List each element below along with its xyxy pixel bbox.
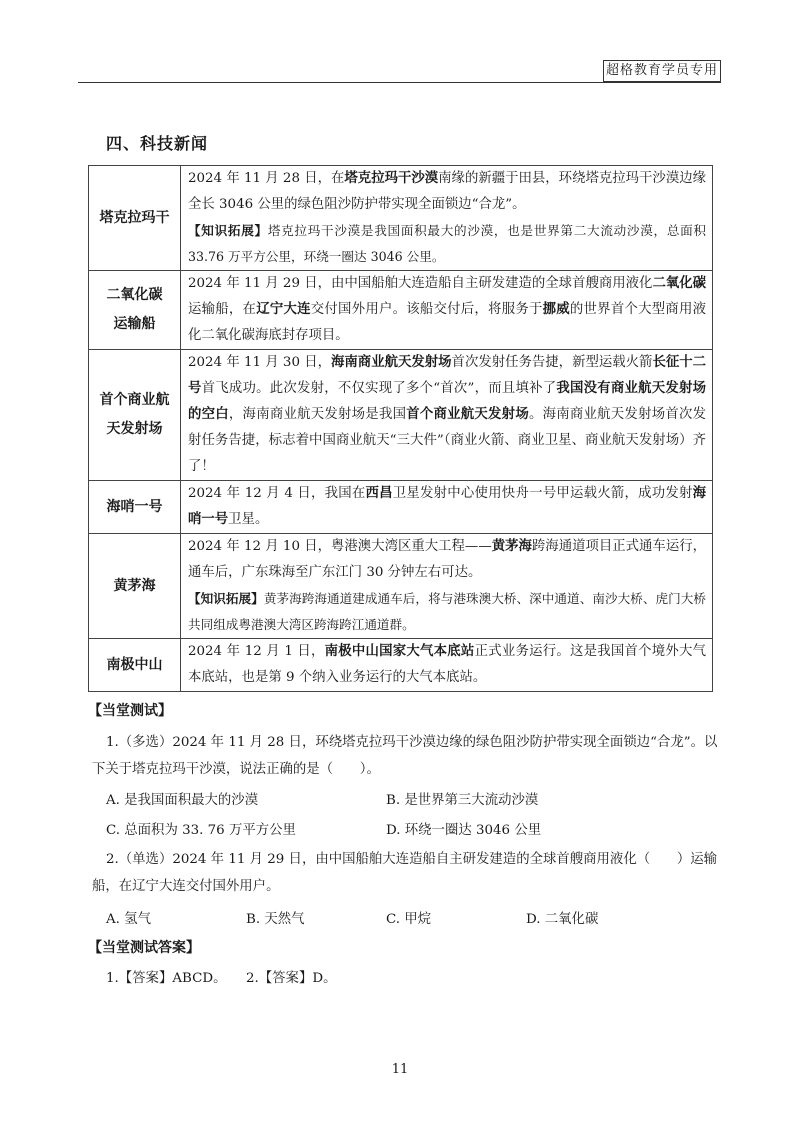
knowledge-extension-text: 黄茅海跨海通道建成通车后，将与港珠澳大桥、深中通道、南沙大桥、虎门大桥共同组成粤港澳大湾区跨海跨江通道群。 [188,591,707,632]
news-table [88,165,713,692]
news-text-segment: 正式业务运行。这是我国首个境外大气本底站，也是第 9 个纳入业务运行的大气本底站。 [188,644,707,685]
q1-option-d: D. 环绕一圈达 3046 公里 [386,823,542,838]
news-content [181,481,713,534]
news-keyword: 海南商业航天发射场 [331,355,452,370]
question-1: 1.（多选）2024 年 11 月 28 日，环绕塔克拉玛干沙漠边缘的绿色阻沙防护带实现全面锁边“合龙”。以下关于塔克拉玛干沙漠，说法正确的是（ ）。 [92,735,718,777]
news-text-segment: 。海南商业航天发射场首次发射任务告捷，标志着中国商业航天“三大件”（商业火箭、商业卫星、商业航天发射场）齐了！ [188,407,707,474]
news-topic-line: 二氧化碳 [106,287,163,303]
q1-option-b: B. 是世界第三大流动沙漠 [386,793,539,808]
q2-option-c: C. 甲烷 [386,912,432,927]
news-topic [89,271,181,350]
knowledge-extension [188,586,706,638]
page-number: 11 [391,1062,409,1077]
news-content [181,271,713,350]
news-keyword: 海哨一号 [188,486,707,527]
news-keyword: 挪威 [542,302,570,317]
news-keyword: 我国没有商业航天发射场的空白 [188,381,706,422]
news-text-segment: 运输船，在 [188,302,257,317]
knowledge-extension [188,218,706,270]
knowledge-extension-tag: 【知识拓展】 [188,223,268,238]
news-topic-line: 南极中山 [106,656,163,673]
q2-option-d: D. 二氧化碳 [526,912,599,927]
news-row [89,271,713,350]
news-text-segment: 首次发射任务告捷，新型运载火箭 [451,355,653,370]
news-text-segment: 卫星发射中心使用快舟一号甲运载火箭，成功发射 [392,486,693,501]
news-content-text [188,350,706,480]
news-text-segment: 南缘的新疆于田县，环绕塔克拉玛干沙漠边缘全长 3046 公里的绿色阻沙防护带实现全面锁边“合龙”。 [188,171,706,212]
news-content-text [188,639,706,691]
news-topic-line: 黄茅海 [113,577,156,594]
news-content-text [188,534,706,586]
answers-label-text: 【当堂测试答案】 [88,940,200,956]
news-row [89,639,713,692]
news-content [181,534,713,639]
news-keyword: 二氧化碳 [652,276,707,291]
news-keyword: 首个商业航天发射场 [406,407,529,422]
answer-1: 1.【答案】ABCD。 [106,971,227,986]
news-keyword: 南极中山国家大气本底站 [324,644,475,659]
q2-option-a: A. 氢气 [106,912,151,927]
news-content-text [188,271,706,349]
news-keyword: 塔克拉玛干沙漠 [344,171,439,186]
news-keyword: 西昌 [365,486,393,501]
news-row [89,350,713,481]
news-topic-line: 海哨一号 [106,498,163,515]
news-topic [89,534,181,639]
q1-option-c: C. 总面积为 33. 76 万平方公里 [106,823,296,838]
answer-2: 2.【答案】D。 [246,971,337,986]
news-topic-line: 天发射场 [106,421,163,437]
answers-label [88,937,728,957]
news-topic-line: 塔克拉玛干 [99,209,170,226]
news-content [181,639,713,692]
news-text-segment: 2024 年 12 月 4 日，我国在 [188,486,366,501]
news-text-segment: 2024 年 11 月 28 日，在 [188,171,345,186]
news-keyword: 黄茅海 [491,539,532,554]
news-content [181,166,713,271]
q1-option-a: A. 是我国面积最大的沙漠 [106,793,259,808]
knowledge-extension-text: 塔克拉玛干沙漠是我国面积最大的沙漠，也是世界第二大流动沙漠，总面积 33.76 万平方公里，环绕一圈达 3046 公里。 [188,223,707,264]
section-title: 四、科技新闻 [106,134,209,153]
news-row [89,481,713,534]
news-content-text [188,481,706,533]
news-topic-line: 首个商业航 [99,392,170,408]
news-topic [89,639,181,692]
news-text-segment: 2024 年 12 月 1 日， [188,644,325,659]
news-keyword: 辽宁大连 [256,302,311,317]
news-text-segment: 卫星。 [228,512,269,527]
news-topic [89,166,181,271]
news-row [89,534,713,639]
header-rule [78,82,721,83]
news-content [181,350,713,481]
news-topic [89,481,181,534]
news-row [89,166,713,271]
quiz-label [88,700,728,720]
news-text-segment: 跨海通道项目正式通车运行，通车后，广东珠海至广东江门 30 分钟左右可达。 [188,539,706,580]
news-text-segment: 2024 年 11 月 30 日， [188,355,332,370]
quiz-label-text: 【当堂测试】 [88,703,172,719]
question-2: 2.（单选）2024 年 11 月 29 日，由中国船舶大连造船自主研发建造的全球首艘商用液化（ ）运输船，在辽宁大连交付国外用户。 [92,852,718,894]
news-text-segment: ，海南商业航天发射场是我国 [228,407,407,422]
q2-option-b: B. 天然气 [246,912,305,927]
news-text-segment: 的世界首个大型商用液化二氧化碳海底封存项目。 [188,302,707,343]
news-keyword: 长征十二号 [188,355,707,396]
news-topic [89,350,181,481]
news-text-segment: 2024 年 12 月 10 日，粤港澳大湾区重大工程—— [188,539,492,554]
news-content-text [188,166,706,218]
news-text-segment: 交付国外用户。该船交付后，将服务于 [310,302,543,317]
news-text-segment: 首飞成功。此次发射，不仅实现了多个“首次”，而且填补了 [201,381,557,396]
news-topic-line: 运输船 [113,316,156,332]
header-stamp: 超格教育学员专用 [603,60,721,82]
news-text-segment: 2024 年 11 月 29 日，由中国船舶大连造船自主研发建造的全球首艘商用液化 [188,276,653,291]
knowledge-extension-tag: 【知识拓展】 [188,591,264,606]
